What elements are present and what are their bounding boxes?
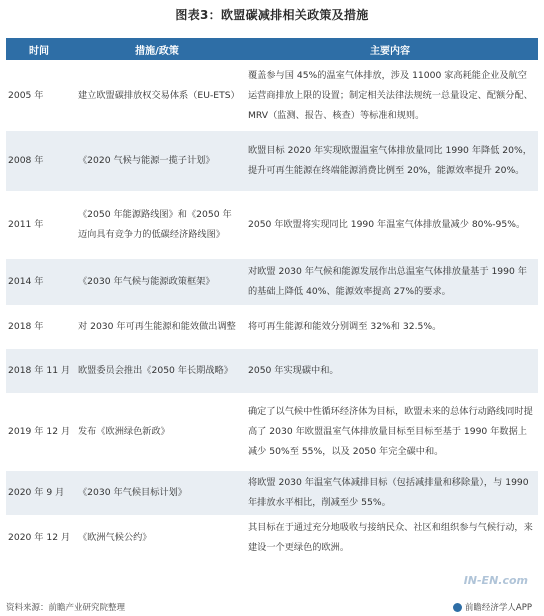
cell-content-text: 2050 年实现碳中和。 <box>248 365 339 376</box>
cell-content <box>242 515 538 561</box>
figure-title: 图表3：欧盟碳减排相关政策及措施 <box>175 8 369 22</box>
cell-measure <box>72 131 242 191</box>
cell-content <box>242 349 538 393</box>
table-row <box>6 305 538 349</box>
cell-measure-text: 《2030 年气候目标计划》 <box>78 487 187 498</box>
table-body <box>6 60 538 561</box>
cell-time <box>6 60 72 131</box>
cell-time <box>6 393 72 471</box>
cell-content-text: 其目标在于通过充分地吸收与接纳民众、社区和组织参与气候行动，来建设一个更绿色的欧洲。 <box>248 522 533 553</box>
cell-content-text: 欧盟目标 2020 年实现欧盟温室气体排放量同比 1990 年降低 20%，提升可再生能源在终端能源消费比例至 20%，能源效率提升 20%。 <box>248 145 532 176</box>
brand-logo-icon <box>453 603 462 612</box>
cell-time <box>6 349 72 393</box>
cell-measure <box>72 515 242 561</box>
cell-time-text: 2014 年 <box>8 276 44 287</box>
cell-time <box>6 471 72 515</box>
table-row <box>6 191 538 259</box>
cell-content-text: 确定了以气候中性循环经济体为目标，欧盟未来的总体行动路线同时提高了 2030 年欧盟温室气体排放量目标至目标至基于 1990 年数据上减少 50%至 55%，以及 2050 年完全碳中和。 <box>248 406 533 457</box>
cell-measure-text: 《欧洲气候公约》 <box>78 532 152 543</box>
cell-measure-text: 对 2030 年可再生能源和能效做出调整 <box>78 321 236 332</box>
cell-time-text: 2019 年 12 月 <box>8 426 71 437</box>
cell-measure <box>72 393 242 471</box>
cell-measure-text: 《2050 年能源路线图》和《2050 年迈向具有竞争力的低碳经济路线图》 <box>78 209 232 240</box>
cell-measure-text: 发布《欧洲绿色新政》 <box>78 426 170 437</box>
table-row <box>6 349 538 393</box>
cell-measure <box>72 259 242 305</box>
cell-time-text: 2020 年 12 月 <box>8 532 71 543</box>
cell-time-text: 2020 年 9 月 <box>8 487 65 498</box>
cell-content <box>242 131 538 191</box>
cell-time-text: 2008 年 <box>8 155 44 166</box>
cell-measure-text: 《2020 气候与能源一揽子计划》 <box>78 155 215 166</box>
cell-measure-text: 建立欧盟碳排放权交易体系（EU-ETS） <box>78 89 240 101</box>
cell-content-text: 覆盖参与国 45%的温室气体排放，涉及 11000 家高耗能企业及航空运营商排放上限的设置；制定相关法律法规统一总量设定、配额分配、MRV（监测、报告、核查）等标准和规则。 <box>248 69 533 121</box>
cell-measure <box>72 349 242 393</box>
source-note: 资料来源：前瞻产业研究院整理 <box>6 603 126 613</box>
cell-time <box>6 515 72 561</box>
table-row <box>6 393 538 471</box>
cell-content-text: 将可再生能源和能效分别调至 32%和 32.5%。 <box>248 321 442 332</box>
cell-measure <box>72 191 242 259</box>
header-measure: 措施/政策 <box>135 45 179 57</box>
brand-credit <box>453 601 532 613</box>
cell-content <box>242 305 538 349</box>
cell-measure-text: 《2030 年气候与能源政策框架》 <box>78 276 215 287</box>
cell-time-text: 2011 年 <box>8 219 44 230</box>
header-content: 主要内容 <box>370 45 410 57</box>
cell-content-text: 对欧盟 2030 年气候和能源发展作出总温室气体排放量基于 1990 年的基础上降低 40%、能源效率提高 27%的要求。 <box>248 266 527 297</box>
cell-measure <box>72 471 242 515</box>
cell-time <box>6 305 72 349</box>
header-time: 时间 <box>29 45 49 57</box>
cell-time <box>6 259 72 305</box>
table-row <box>6 259 538 305</box>
policy-table <box>6 38 538 561</box>
table-row <box>6 131 538 191</box>
cell-content <box>242 60 538 131</box>
cell-content-text: 将欧盟 2030 年温室气体减排目标（包括减排量和移除量），与 1990 年排放水平相比，削减至少 55%。 <box>248 477 529 508</box>
table-header <box>6 38 538 60</box>
cell-content <box>242 393 538 471</box>
cell-time-text: 2018 年 11 月 <box>8 365 71 376</box>
cell-time <box>6 131 72 191</box>
cell-content <box>242 259 538 305</box>
cell-measure <box>72 60 242 131</box>
table-row <box>6 471 538 515</box>
cell-content-text: 2050 年欧盟将实现同比 1990 年温室气体排放量减少 80%-95%。 <box>248 219 526 230</box>
cell-measure <box>72 305 242 349</box>
cell-content <box>242 471 538 515</box>
in-en-logo: IN-EN.com <box>463 574 528 587</box>
cell-measure-text: 欧盟委员会推出《2050 年长期战略》 <box>78 365 233 376</box>
cell-content <box>242 191 538 259</box>
table-row <box>6 60 538 131</box>
table-row <box>6 515 538 561</box>
cell-time-text: 2018 年 <box>8 321 44 332</box>
cell-time <box>6 191 72 259</box>
brand-name: 前瞻经济学人APP <box>464 603 532 613</box>
cell-time-text: 2005 年 <box>8 89 44 101</box>
